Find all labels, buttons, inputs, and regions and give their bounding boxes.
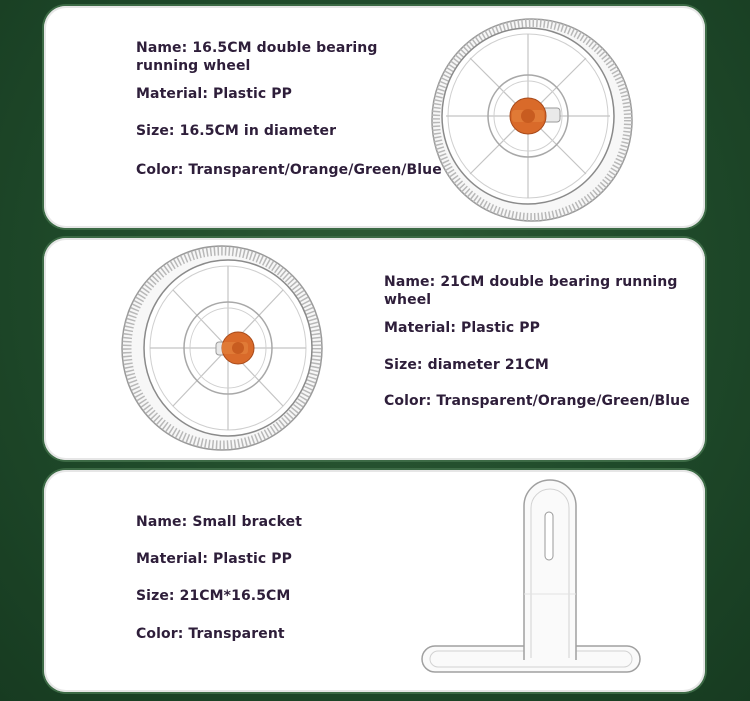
product-color: Color: Transparent/Orange/Green/Blue [136,162,442,178]
product-color: Color: Transparent/Orange/Green/Blue [384,393,690,409]
running-wheel-21cm-image [118,242,328,454]
product-size: Size: 16.5CM in diameter [136,123,337,139]
product-card-small-bracket [44,470,705,692]
product-card-21cm-wheel [44,238,705,460]
product-size: Size: diameter 21CM [384,357,549,373]
product-material: Material: Plastic PP [384,320,541,336]
wheel-stand-bracket-image [416,474,646,688]
product-material: Material: Plastic PP [136,86,293,102]
product-name: Name: Small bracket [136,514,303,530]
product-material: Material: Plastic PP [136,551,293,567]
product-size: Size: 21CM*16.5CM [136,588,291,604]
product-card-16cm-wheel [44,6,705,228]
product-name: Name: 16.5CM double bearing running wheel [136,40,378,74]
product-color: Color: Transparent [136,626,285,642]
product-name: Name: 21CM double bearing running wheel [384,274,678,308]
running-wheel-16cm-image [428,12,638,222]
